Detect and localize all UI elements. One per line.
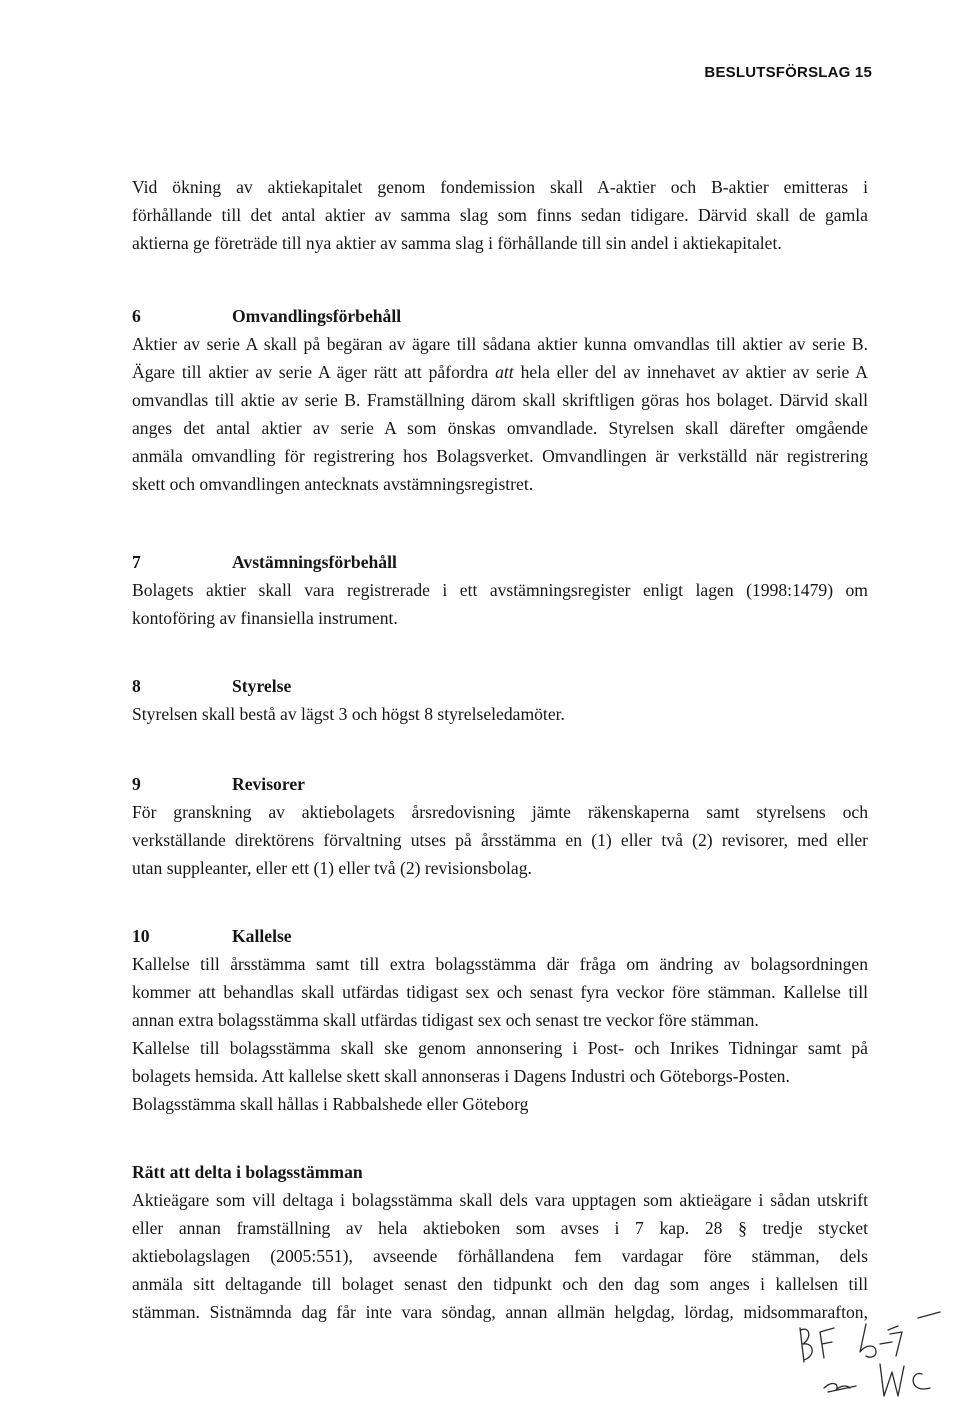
intro-paragraph xyxy=(132,173,868,257)
section-title: Omvandlingsförbehåll xyxy=(232,306,402,326)
initials-stroke xyxy=(860,1324,876,1357)
initials-stroke xyxy=(918,1312,940,1318)
initials-stroke xyxy=(880,1364,904,1396)
section-7-heading xyxy=(132,548,868,576)
text-line: Aktier av serie A skall på begäran av ägare till sådana aktier kunna omvandlas till aktier av serie B. xyxy=(132,334,868,354)
section-8-heading xyxy=(132,672,868,700)
text-line: anmäla omvandling för registrering hos Bolagsverket. Omvandlingen är verkställd när registrering xyxy=(132,446,868,466)
text-line: Kallelse till årsstämma samt till extra bolagsstämma där fråga om ändring av bolagsordningen xyxy=(132,954,868,974)
text-line: utan suppleanter, eller ett (1) eller två (2) revisionsbolag. xyxy=(132,858,532,878)
text-line: För granskning av aktiebolagets årsredovisning jämte räkenskaperna samt styrelsens och xyxy=(132,802,868,822)
text-line: kommer att behandlas skall utfärdas tidigast sex och senast fyra veckor före stämman. Kallelse till xyxy=(132,982,868,1002)
section-number: 8 xyxy=(132,676,141,696)
text-line: Ägare till aktier av serie A äger rätt att påfordra att hela eller del av innehavet av aktier av serie A xyxy=(132,362,868,382)
text-line: Bolagets aktier skall vara registrerade i ett avstämningsregister enligt lagen (1998:1479) om xyxy=(132,580,868,600)
section-title: Styrelse xyxy=(232,676,292,696)
initials-stroke xyxy=(913,1374,930,1389)
participation-heading: Rätt att delta i bolagsstämman xyxy=(132,1162,363,1182)
text-line: anmäla sitt deltagande till bolaget senast den tidpunkt och den dag som anges i kallelsen till xyxy=(132,1274,868,1294)
text-line: aktierna ge företräde till nya aktier av samma slag i förhållande till sin andel i aktiekapitalet. xyxy=(132,233,782,253)
section-7-paragraph xyxy=(132,576,868,632)
text-line: bolagets hemsida. Att kallelse skett skall annonseras i Dagens Industri och Göteborgs-Posten. xyxy=(132,1066,790,1086)
text-line: stämman. Sistnämnda dag får inte vara söndag, annan allmän helgdag, lördag, midsommarafton, xyxy=(132,1302,868,1322)
page-header: BESLUTSFÖRSLAG 15 xyxy=(704,64,872,81)
handwritten-initials xyxy=(780,1300,950,1400)
section-title: Kallelse xyxy=(232,926,292,946)
text-line: Vid ökning av aktiekapitalet genom fondemission skall A-aktier och B-aktier emitteras i xyxy=(132,177,868,197)
text-line: annan extra bolagsstämma skall utfärdas tidigast sex och senast tre veckor före stämman. xyxy=(132,1010,759,1030)
italic-word: att xyxy=(495,362,514,382)
text-line: aktiebolagslagen (2005:551), avseende förhållandena fem vardagar före stämman, dels xyxy=(132,1246,868,1266)
initials-stroke xyxy=(820,1328,834,1358)
text-line: Kallelse till bolagsstämma skall ske genom annonsering i Post- och Inrikes Tidningar samt på xyxy=(132,1038,868,1058)
section-10-heading xyxy=(132,922,868,950)
text-line: Styrelsen skall bestå av lägst 3 och högst 8 styrelseledamöter. xyxy=(132,704,565,724)
text-line: förhållande till det antal aktier av samma slag som finns sedan tidigare. Därvid skall de gamla xyxy=(132,205,868,225)
section-9-heading xyxy=(132,770,868,798)
initials-stroke xyxy=(824,1384,856,1392)
initials-stroke xyxy=(800,1328,812,1362)
text-line: eller annan framställning av hela aktieboken som avses i 7 kap. 28 § tredje stycket xyxy=(132,1218,868,1238)
text-line: verkställande direktörens förvaltning utses på årsstämma en (1) eller två (2) revisorer, med eller xyxy=(132,830,868,850)
section-number: 10 xyxy=(132,926,150,946)
section-10-paragraph xyxy=(132,950,868,1118)
text-line: anges det antal aktier av serie A som önskas omvandlade. Styrelsen skall därefter omgående xyxy=(132,418,868,438)
section-6-paragraph xyxy=(132,330,868,498)
section-number: 6 xyxy=(132,306,141,326)
section-9-paragraph xyxy=(132,798,868,882)
text-line: omvandlas till aktie av serie B. Framställning därom skall skriftligen göras hos bolaget. Därvid skall xyxy=(132,390,868,410)
text-line: Aktieägare som vill deltaga i bolagsstämma skall dels vara upptagen som aktieägare i sådan utskrift xyxy=(132,1190,868,1210)
section-title: Revisorer xyxy=(232,774,305,794)
section-title: Avstämningsförbehåll xyxy=(232,552,397,572)
section-number: 7 xyxy=(132,552,141,572)
participation-paragraph xyxy=(132,1186,868,1326)
initials-stroke xyxy=(880,1326,902,1356)
section-number: 9 xyxy=(132,774,141,794)
text-line: kontoföring av finansiella instrument. xyxy=(132,608,398,628)
section-6-heading xyxy=(132,302,868,330)
text-line: Bolagsstämma skall hållas i Rabbalshede eller Göteborg xyxy=(132,1094,529,1114)
section-8-paragraph xyxy=(132,700,868,728)
text-line: skett och omvandlingen antecknats avstämningsregistret. xyxy=(132,474,534,494)
document-body xyxy=(132,173,868,1326)
